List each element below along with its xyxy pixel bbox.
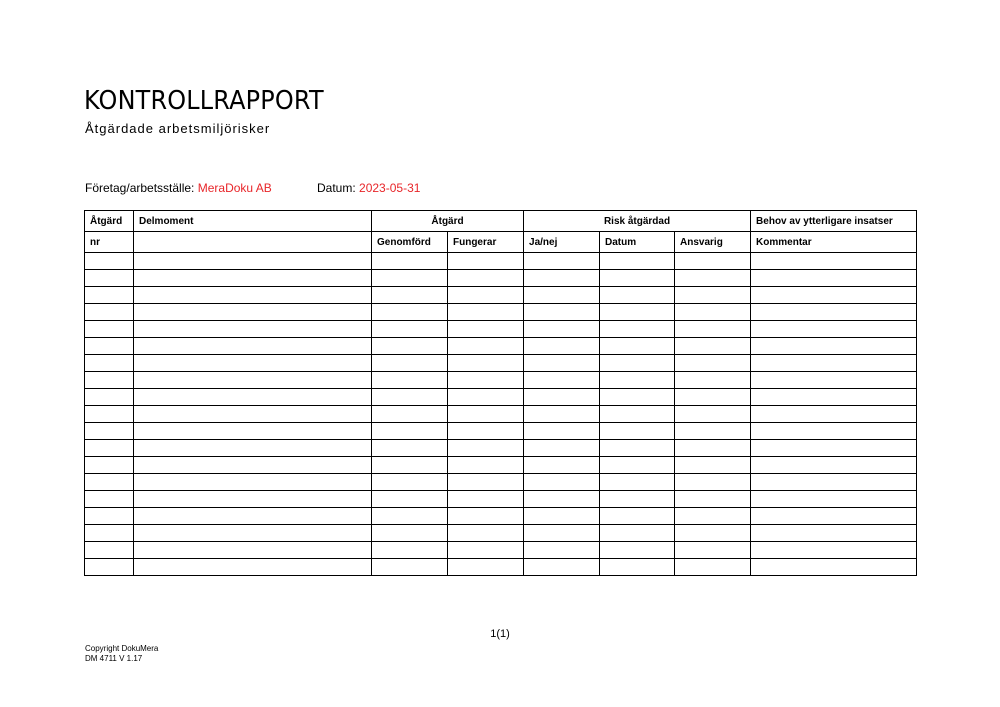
table-cell[interactable] <box>751 338 917 355</box>
table-cell[interactable] <box>524 423 600 440</box>
table-cell[interactable] <box>751 457 917 474</box>
table-cell[interactable] <box>524 542 600 559</box>
table-cell[interactable] <box>134 338 372 355</box>
table-cell[interactable] <box>675 321 751 338</box>
table-cell[interactable] <box>524 372 600 389</box>
table-cell[interactable] <box>85 338 134 355</box>
table-cell[interactable] <box>448 406 524 423</box>
table-cell[interactable] <box>524 508 600 525</box>
table-cell[interactable] <box>600 457 675 474</box>
table-cell[interactable] <box>524 559 600 576</box>
table-cell[interactable] <box>134 304 372 321</box>
version-text: DM 4711 V 1.17 <box>85 654 143 663</box>
table-cell[interactable] <box>448 253 524 270</box>
table-cell[interactable] <box>448 389 524 406</box>
table-cell[interactable] <box>448 457 524 474</box>
table-cell[interactable] <box>675 508 751 525</box>
table-cell[interactable] <box>751 440 917 457</box>
table-cell[interactable] <box>448 474 524 491</box>
header-ja-nej: Ja/nej <box>524 232 600 253</box>
header-nr: nr <box>85 232 134 253</box>
table-cell[interactable] <box>134 457 372 474</box>
table-cell[interactable] <box>524 440 600 457</box>
date-label: Datum: <box>317 181 356 195</box>
table-cell[interactable] <box>134 508 372 525</box>
table-cell[interactable] <box>372 440 448 457</box>
table-cell[interactable] <box>85 440 134 457</box>
table-row <box>85 321 917 338</box>
table-cell[interactable] <box>448 542 524 559</box>
table-cell[interactable] <box>675 491 751 508</box>
table-cell[interactable] <box>448 287 524 304</box>
table-cell[interactable] <box>134 270 372 287</box>
table-row <box>85 423 917 440</box>
header-datum: Datum <box>600 232 675 253</box>
table-cell[interactable] <box>448 423 524 440</box>
header-group-behov: Behov av ytterligare insatser <box>751 211 917 232</box>
table-cell[interactable] <box>448 440 524 457</box>
table-row <box>85 338 917 355</box>
table-cell[interactable] <box>134 559 372 576</box>
table-cell[interactable] <box>675 389 751 406</box>
table-cell[interactable] <box>751 321 917 338</box>
table-cell[interactable] <box>134 372 372 389</box>
table-cell[interactable] <box>600 508 675 525</box>
table-cell[interactable] <box>600 491 675 508</box>
table-cell[interactable] <box>448 525 524 542</box>
table-cell[interactable] <box>372 457 448 474</box>
table-cell[interactable] <box>134 321 372 338</box>
table-row <box>85 389 917 406</box>
table-cell[interactable] <box>524 270 600 287</box>
table-cell[interactable] <box>372 406 448 423</box>
table-cell[interactable] <box>448 270 524 287</box>
table-cell[interactable] <box>372 389 448 406</box>
company-label: Företag/arbetsställe: <box>85 181 195 195</box>
table-cell[interactable] <box>524 287 600 304</box>
meta-line <box>85 181 421 195</box>
table-cell[interactable] <box>675 423 751 440</box>
table-cell[interactable] <box>372 508 448 525</box>
table-cell[interactable] <box>675 474 751 491</box>
table-cell[interactable] <box>524 474 600 491</box>
table-cell[interactable] <box>600 542 675 559</box>
table-cell[interactable] <box>600 338 675 355</box>
table-row <box>85 287 917 304</box>
table-cell[interactable] <box>675 270 751 287</box>
table-row <box>85 270 917 287</box>
table-cell[interactable] <box>751 423 917 440</box>
table-cell[interactable] <box>134 491 372 508</box>
table-cell[interactable] <box>600 270 675 287</box>
table-cell[interactable] <box>675 440 751 457</box>
table-row <box>85 491 917 508</box>
table-cell[interactable] <box>85 355 134 372</box>
table-cell[interactable] <box>524 321 600 338</box>
table-cell[interactable] <box>85 270 134 287</box>
header-group-atgard: Åtgärd <box>372 211 524 232</box>
table-row <box>85 304 917 321</box>
table-cell[interactable] <box>448 372 524 389</box>
table-row <box>85 253 917 270</box>
page-number: 1(1) <box>490 628 510 640</box>
table-cell[interactable] <box>600 406 675 423</box>
header-ansvarig: Ansvarig <box>675 232 751 253</box>
table-cell[interactable] <box>372 304 448 321</box>
header-genomford: Genomförd <box>372 232 448 253</box>
table-cell[interactable] <box>448 338 524 355</box>
table-cell[interactable] <box>372 559 448 576</box>
table-cell[interactable] <box>448 491 524 508</box>
table-cell[interactable] <box>372 355 448 372</box>
table-cell[interactable] <box>600 304 675 321</box>
header-group-risk: Risk åtgärdad <box>524 211 751 232</box>
table-cell[interactable] <box>85 491 134 508</box>
date-value: 2023-05-31 <box>359 181 421 195</box>
table-cell[interactable] <box>675 542 751 559</box>
report-table <box>84 210 917 576</box>
table-cell[interactable] <box>134 525 372 542</box>
header-kommentar: Kommentar <box>751 232 917 253</box>
table-cell[interactable] <box>448 508 524 525</box>
table-cell[interactable] <box>372 338 448 355</box>
table-cell[interactable] <box>448 304 524 321</box>
table-cell[interactable] <box>600 287 675 304</box>
table-cell[interactable] <box>372 270 448 287</box>
table-cell[interactable] <box>751 389 917 406</box>
table-cell[interactable] <box>85 253 134 270</box>
table-cell[interactable] <box>600 372 675 389</box>
table-cell[interactable] <box>600 525 675 542</box>
table-cell[interactable] <box>372 253 448 270</box>
table-cell[interactable] <box>675 338 751 355</box>
table-cell[interactable] <box>372 474 448 491</box>
table-cell[interactable] <box>85 423 134 440</box>
table-cell[interactable] <box>600 474 675 491</box>
table-row <box>85 559 917 576</box>
header-empty <box>134 232 372 253</box>
table-cell[interactable] <box>524 338 600 355</box>
table-cell[interactable] <box>372 423 448 440</box>
table-cell[interactable] <box>675 372 751 389</box>
table-cell[interactable] <box>85 389 134 406</box>
table-cell[interactable] <box>524 389 600 406</box>
table-row <box>85 508 917 525</box>
table-cell[interactable] <box>600 321 675 338</box>
copyright-block <box>85 644 158 664</box>
table-cell[interactable] <box>751 542 917 559</box>
table-cell[interactable] <box>675 304 751 321</box>
company-value: MeraDoku AB <box>197 181 272 195</box>
table-body <box>85 253 917 576</box>
table-cell[interactable] <box>600 389 675 406</box>
table-row <box>85 525 917 542</box>
table-cell[interactable] <box>751 287 917 304</box>
table-cell[interactable] <box>524 525 600 542</box>
table-cell[interactable] <box>675 253 751 270</box>
table-cell[interactable] <box>675 355 751 372</box>
table-cell[interactable] <box>372 525 448 542</box>
table-cell[interactable] <box>448 321 524 338</box>
table-row <box>85 474 917 491</box>
table-cell[interactable] <box>134 474 372 491</box>
table-cell[interactable] <box>751 270 917 287</box>
table-cell[interactable] <box>85 542 134 559</box>
table-cell[interactable] <box>85 525 134 542</box>
table-cell[interactable] <box>372 542 448 559</box>
table-cell[interactable] <box>751 474 917 491</box>
table-cell[interactable] <box>134 423 372 440</box>
header-row-2 <box>85 232 917 253</box>
table-cell[interactable] <box>751 253 917 270</box>
table-cell[interactable] <box>675 457 751 474</box>
table-cell[interactable] <box>524 491 600 508</box>
table-cell[interactable] <box>134 355 372 372</box>
table-cell[interactable] <box>751 406 917 423</box>
table-row <box>85 372 917 389</box>
table-cell[interactable] <box>85 559 134 576</box>
table-cell[interactable] <box>675 287 751 304</box>
table-cell[interactable] <box>372 287 448 304</box>
date-block <box>317 181 420 195</box>
table-cell[interactable] <box>134 253 372 270</box>
table-row <box>85 355 917 372</box>
table-cell[interactable] <box>600 355 675 372</box>
document-title: KONTROLLRAPPORT <box>84 86 324 116</box>
header-atgard-nr: Åtgärd <box>85 211 134 232</box>
table-cell[interactable] <box>751 525 917 542</box>
table-cell[interactable] <box>524 355 600 372</box>
table-cell[interactable] <box>675 525 751 542</box>
table-cell[interactable] <box>675 406 751 423</box>
table-cell[interactable] <box>372 372 448 389</box>
table-cell[interactable] <box>448 355 524 372</box>
table-cell[interactable] <box>85 321 134 338</box>
table-cell[interactable] <box>524 457 600 474</box>
table-cell[interactable] <box>600 440 675 457</box>
copyright-text: Copyright DokuMera <box>85 644 159 653</box>
table-cell[interactable] <box>751 559 917 576</box>
header-fungerar: Fungerar <box>448 232 524 253</box>
header-row-1 <box>85 211 917 232</box>
table-cell[interactable] <box>372 321 448 338</box>
table-cell[interactable] <box>134 406 372 423</box>
table-cell[interactable] <box>751 304 917 321</box>
table-cell[interactable] <box>600 253 675 270</box>
table-cell[interactable] <box>134 542 372 559</box>
table-cell[interactable] <box>751 355 917 372</box>
table-cell[interactable] <box>134 440 372 457</box>
table-row <box>85 457 917 474</box>
table-cell[interactable] <box>85 508 134 525</box>
table-row <box>85 440 917 457</box>
table-cell[interactable] <box>751 491 917 508</box>
table-cell[interactable] <box>524 304 600 321</box>
table-cell[interactable] <box>85 457 134 474</box>
table-cell[interactable] <box>524 253 600 270</box>
document-subtitle: Åtgärdade arbetsmiljörisker <box>85 121 271 136</box>
table-cell[interactable] <box>524 406 600 423</box>
table-cell[interactable] <box>134 287 372 304</box>
table-cell[interactable] <box>85 287 134 304</box>
table-row <box>85 406 917 423</box>
table-cell[interactable] <box>751 372 917 389</box>
table-cell[interactable] <box>85 372 134 389</box>
table-cell[interactable] <box>85 304 134 321</box>
header-delmoment: Delmoment <box>134 211 372 232</box>
table-cell[interactable] <box>85 406 134 423</box>
table-cell[interactable] <box>600 423 675 440</box>
table-cell[interactable] <box>600 559 675 576</box>
table-cell[interactable] <box>85 474 134 491</box>
table-row <box>85 542 917 559</box>
table-cell[interactable] <box>675 559 751 576</box>
table-cell[interactable] <box>134 389 372 406</box>
table-cell[interactable] <box>372 491 448 508</box>
table-cell[interactable] <box>751 508 917 525</box>
table-cell[interactable] <box>448 559 524 576</box>
